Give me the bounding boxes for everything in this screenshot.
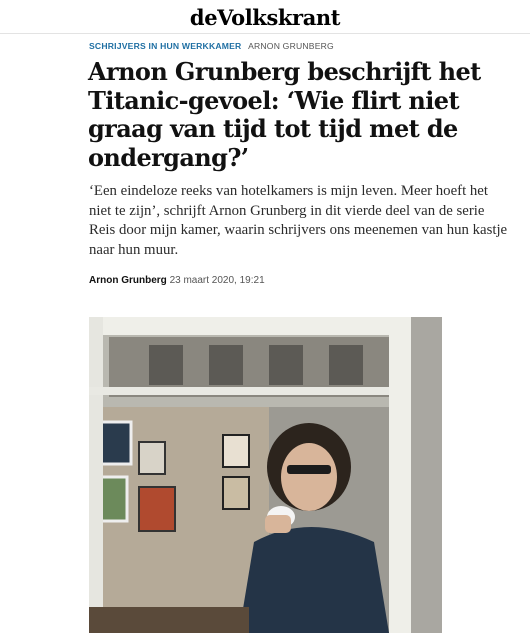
kicker-author-link[interactable]: ARNON GRUNBERG [248,41,334,51]
section-link[interactable]: SCHRIJVERS IN HUN WERKKAMER [89,41,242,51]
article-kicker [89,41,334,51]
article-byline [89,275,265,286]
article-photo [89,317,442,633]
site-logo[interactable]: deVolkskrant [189,5,341,30]
site-header [0,0,530,34]
publish-date: 23 maart 2020, 19:21 [169,275,265,286]
article-headline: Arnon Grunberg beschrijft het Titanic-gevoel: ‘Wie flirt niet graag van tijd tot tijd met de ondergang?’ [88,57,481,172]
byline-author-link[interactable]: Arnon Grunberg [89,275,167,286]
article-intro: ‘Een eindeloze reeks van hotelkamers is mijn leven. Meer hoeft het niet te zijn’, schrijft Arnon Grunberg in dit vierde deel van de serie Reis door mijn kamer, waarin schrijvers ons meenemen van hun kastje naar hun muur. [89,183,508,258]
article-photo-illustration [89,317,442,633]
